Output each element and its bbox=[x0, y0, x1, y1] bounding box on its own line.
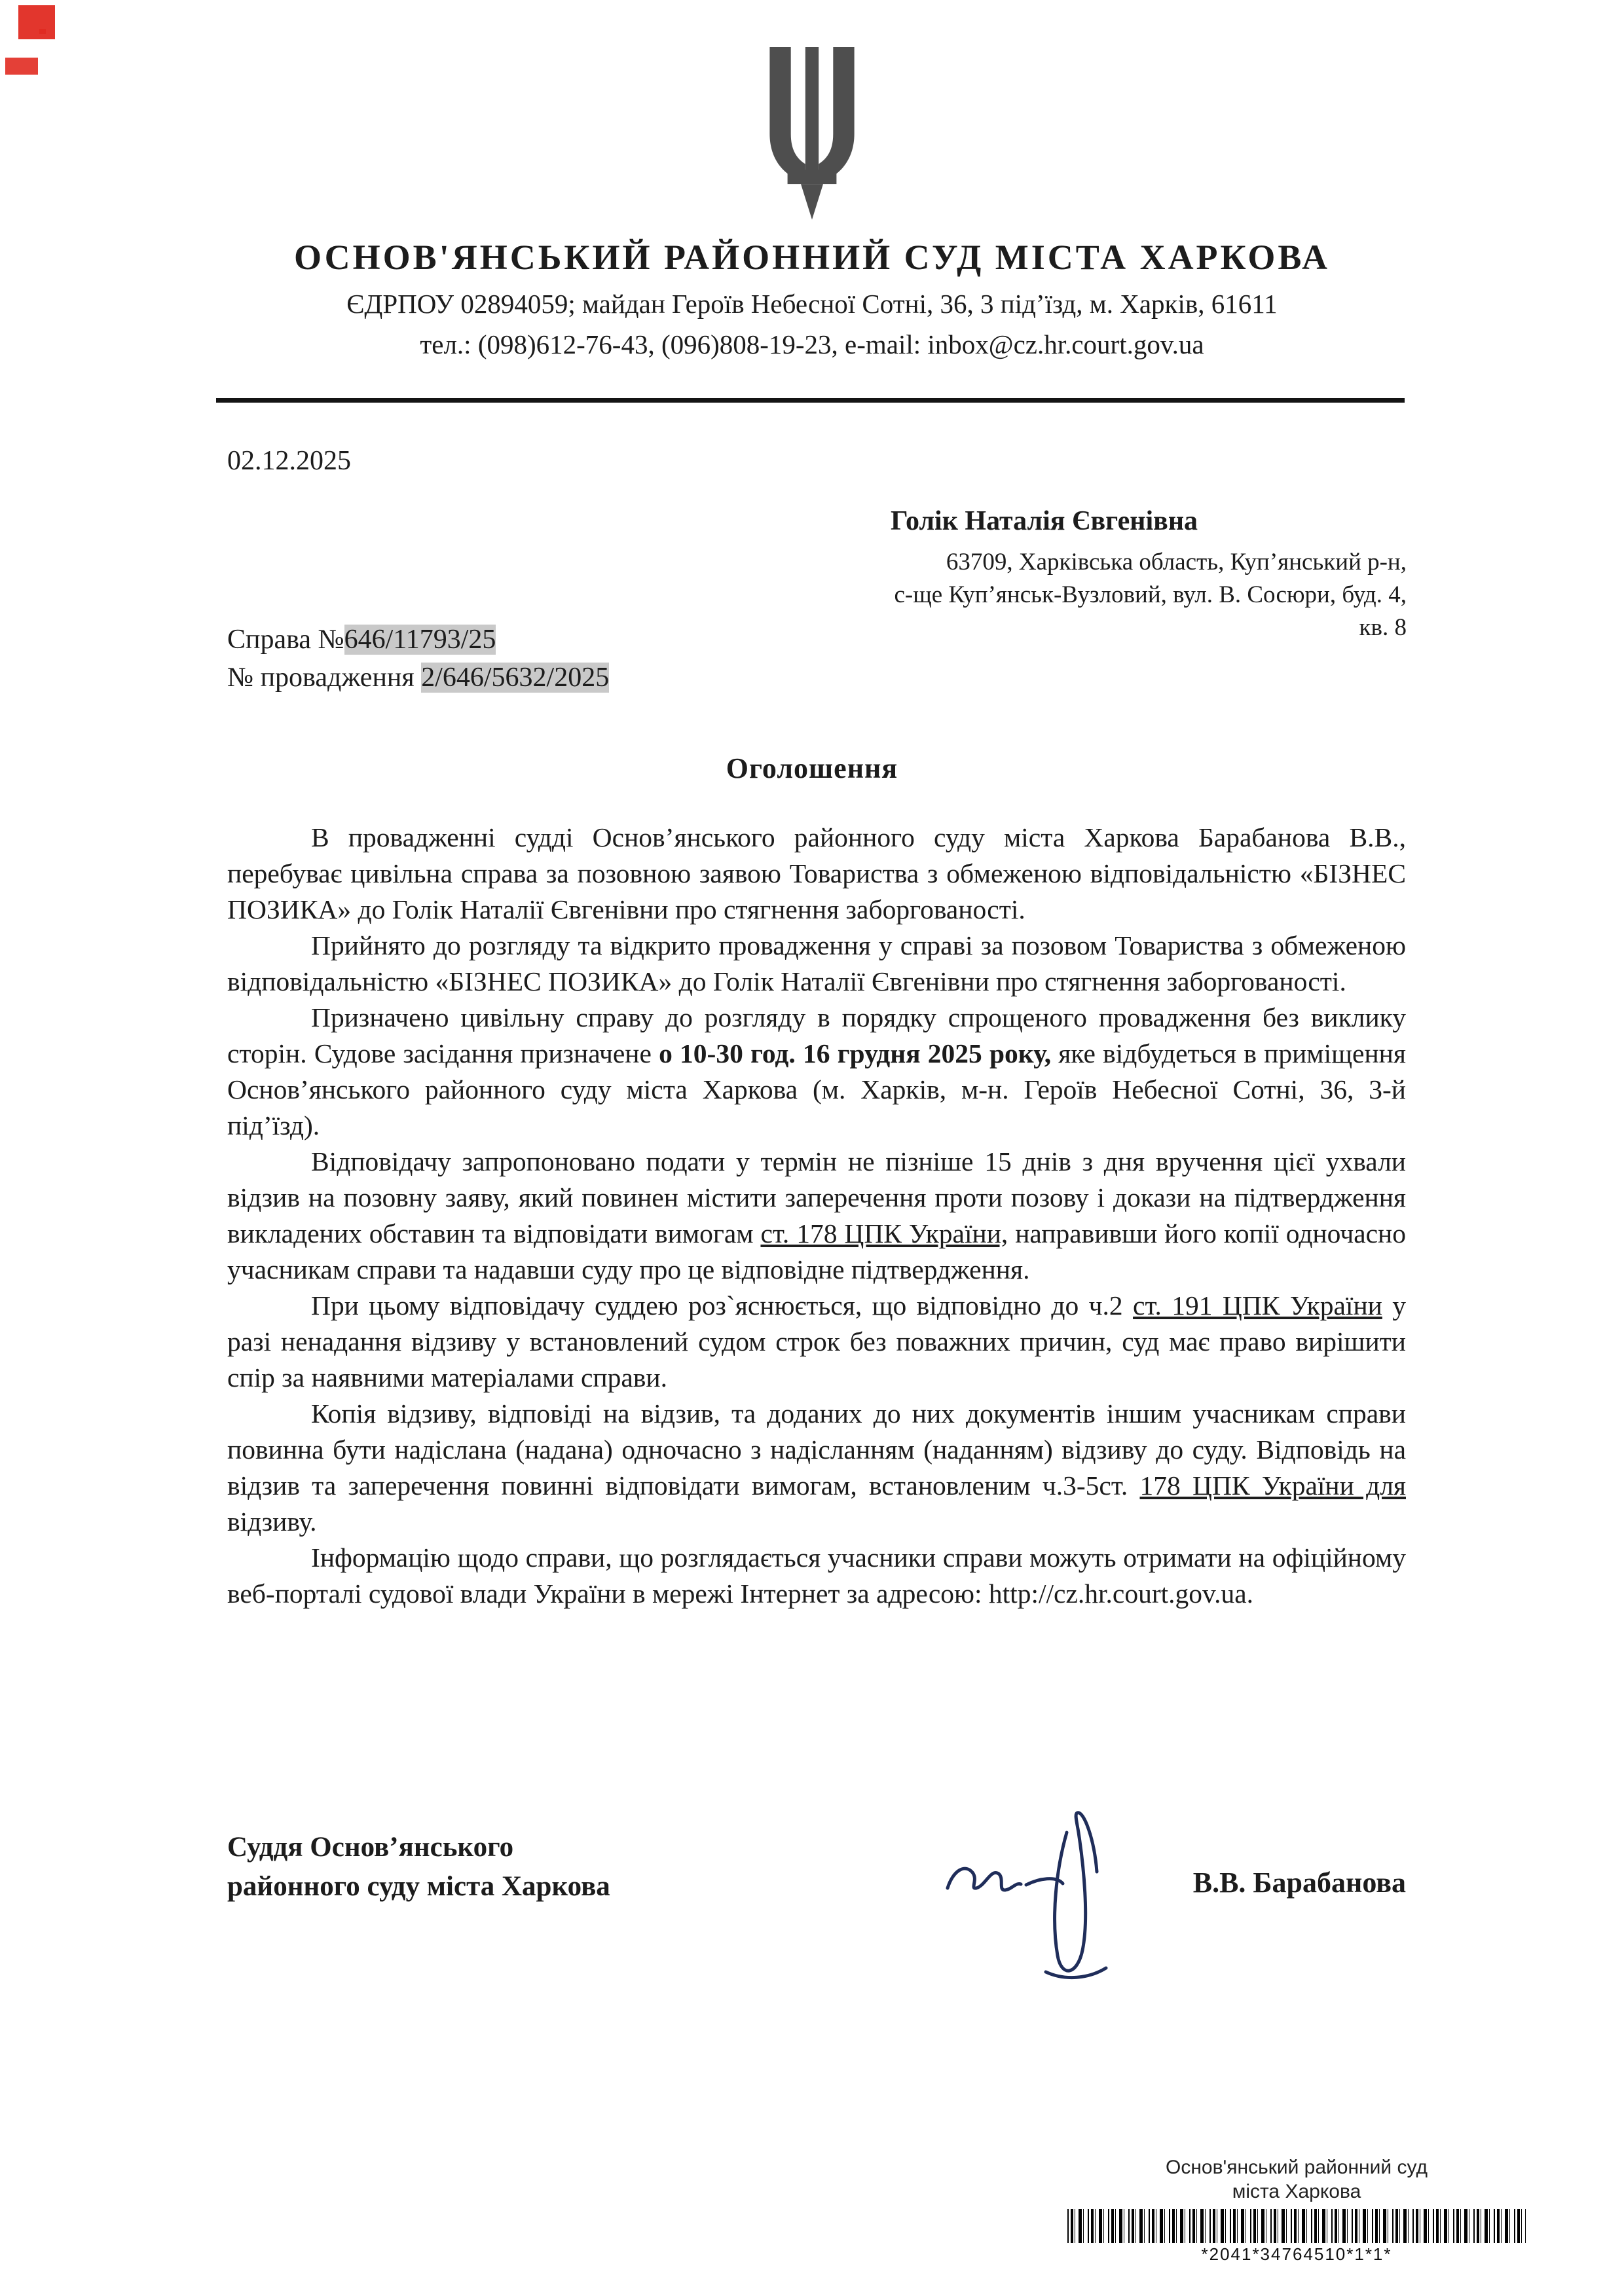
document-body bbox=[227, 820, 1406, 1612]
proceeding-number-line bbox=[227, 659, 609, 697]
proceeding-number-highlighted: 2/646/5632/2025 bbox=[421, 663, 610, 693]
proceeding-label: № провадження bbox=[227, 663, 422, 693]
paragraph-text: Призначено цивільну справу до розгляду в порядку спрощеного провадження без виклику сторін. Судове засідання призначене bbox=[227, 1002, 1406, 1068]
court-address: ЄДРПОУ 02894059; майдан Героїв Небесної Сотні, 36, 3 під’їзд, м. Харків, 61611 bbox=[346, 289, 1278, 319]
law-reference: ст. 178 ЦПК України, bbox=[760, 1218, 1008, 1248]
court-contacts: тел.: (098)612-76-43, (096)808-19-23, e-mail: inbox@cz.hr.court.gov.ua bbox=[420, 329, 1204, 359]
handwritten-signature bbox=[928, 1810, 1157, 2006]
scan-artifact-red-mark bbox=[18, 5, 55, 39]
document-date: 02.12.2025 bbox=[227, 446, 351, 476]
case-label: Справа № bbox=[227, 625, 344, 655]
court-name: ОСНОВ'ЯНСЬКИЙ РАЙОННИЙ СУД МІСТА ХАРКОВА bbox=[294, 238, 1330, 277]
signature-block bbox=[227, 1828, 1406, 2024]
body-paragraph bbox=[227, 1144, 1406, 1288]
paragraph-text: При цьому відповідачу суддею роз`яснюється, що відповідно до ч.2 bbox=[311, 1290, 1134, 1321]
signature-icon bbox=[928, 1810, 1157, 2006]
recipient-name: Голік Наталія Євгенівна bbox=[891, 506, 1198, 536]
paragraph-text: В провадженні судді Основ’янського районного суду міста Харкова Барабанова В.В., перебуває цивільна справа за позовною заявою Товариства з обмеженою відповідальністю «БІЗНЕС ПОЗИКА» до Голік Наталії Євгенівни про стягнення заборгованості. bbox=[227, 822, 1406, 924]
document-title: Оголошення bbox=[726, 752, 898, 784]
body-paragraph bbox=[227, 820, 1406, 928]
scan-artifact-red-mark bbox=[39, 29, 46, 34]
judge-title bbox=[227, 1828, 610, 1906]
footer-court-line: міста Харкова bbox=[1232, 2181, 1361, 2202]
barcode-caption: *2041*34764510*1*1* bbox=[1201, 2244, 1392, 2264]
paragraph-text: Інформацію щодо справи, що розглядається учасники справи можуть отримати на офіційному веб-порталі судової влади України в мережі Інтернет за адресою: http://cz.hr.court.gov.ua. bbox=[227, 1542, 1406, 1609]
barcode bbox=[1067, 2209, 1526, 2243]
body-paragraph bbox=[227, 928, 1406, 1000]
recipient-address-line: 63709, Харківська область, Куп’янський р-н, bbox=[946, 549, 1407, 575]
case-number-highlighted: 646/11793/25 bbox=[344, 625, 496, 655]
recipient-block bbox=[891, 505, 1407, 644]
header-divider bbox=[216, 398, 1405, 403]
paragraph-text: відзиву. bbox=[227, 1506, 317, 1537]
body-paragraph bbox=[227, 1288, 1406, 1396]
case-number-line bbox=[227, 621, 609, 659]
judge-name: В.В. Барабанова bbox=[1192, 1867, 1406, 1899]
judge-title-line: Суддя Основ’янського bbox=[227, 1832, 514, 1863]
law-reference: 178 ЦПК України для bbox=[1139, 1470, 1406, 1501]
paragraph-text: направивши його копії одночасно учасникам справи та надавши суду про це відповідне підтвердження. bbox=[227, 1218, 1406, 1285]
paragraph-text: Копія відзиву, відповіді на відзив, та доданих до них документів іншим учасникам справи повинна бути надіслана (надана) одночасно з надісланням (наданням) відзиву до суду. Відповідь на відзив та заперечення повинні відповідати вимогам, встановленим ч.3-5ст. bbox=[227, 1398, 1406, 1501]
case-number-block bbox=[227, 621, 609, 697]
judge-title-line: районного суду міста Харкова bbox=[227, 1871, 610, 1902]
paragraph-text: Відповідачу запропоновано подати у термін не пізніше 15 днів з дня вручення цієї ухвали відзив на позовну заяву, який повинен містити заперечення проти позову і докази на підтвердження викладених обставин та відповідати вимогам bbox=[227, 1146, 1406, 1248]
ukraine-trident-icon bbox=[754, 47, 870, 225]
paragraph-text: яке відбудеться в приміщення Основ’янського районного суду міста Харкова (м. Харків, м-н. Героїв Небесної Сотні, 36, 3-й під’їзд). bbox=[227, 1038, 1406, 1140]
footer-court-line: Основ'янський районний суд bbox=[1166, 2157, 1428, 2178]
body-paragraph bbox=[227, 1540, 1406, 1612]
body-paragraph bbox=[227, 1000, 1406, 1144]
law-reference: ст. 191 ЦПК України bbox=[1133, 1290, 1382, 1321]
scan-artifact-red-mark bbox=[5, 58, 38, 75]
recipient-address-line: с-ще Куп’янськ-Вузловий, вул. В. Сосюри, буд. 4, кв. 8 bbox=[894, 581, 1407, 641]
emphasized-text: о 10-30 год. 16 грудня 2025 року, bbox=[659, 1038, 1052, 1068]
ukraine-trident-emblem bbox=[754, 47, 870, 225]
paragraph-text: Прийнято до розгляду та відкрито провадження у справі за позовом Товариства з обмеженою відповідальністю «БІЗНЕС ПОЗИКА» до Голік Наталії Євгенівни про стягнення заборгованості. bbox=[227, 930, 1406, 996]
paragraph-text: у разі ненадання відзиву у встановлений судом строк без поважних причин, суд має право вирішити спір за наявними матеріалами справи. bbox=[227, 1290, 1406, 1393]
footer-stamp bbox=[1048, 2155, 1545, 2265]
body-paragraph bbox=[227, 1396, 1406, 1540]
